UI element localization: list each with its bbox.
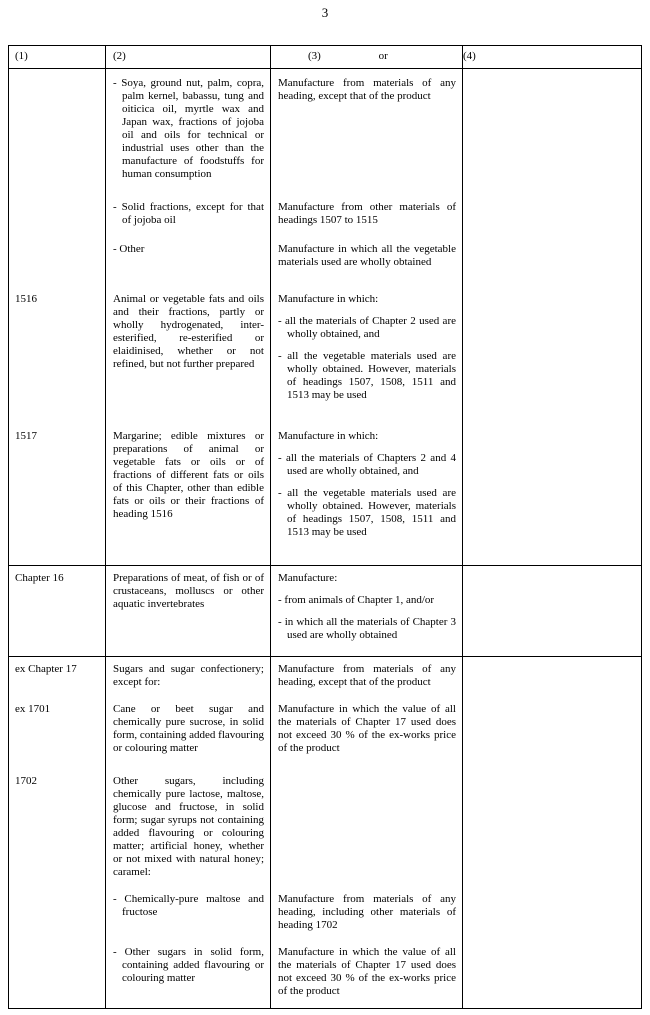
table-row [9,657,642,690]
origin-rules-table [8,45,642,1009]
table-header-row [9,46,642,69]
table-row [9,755,642,879]
table-row [9,69,642,182]
description-paragraph: Sugars and sugar confectionery; except for: [113,663,264,688]
remarks-cell [463,269,642,402]
description-paragraph: Other sugars, including chemically pure lactose, maltose, glucose and fructose, in solid form; sugar syrups not containing added flavouring or colouring matter; artificial honey, whether or not mixed with natural honey; caramel: [113,775,264,878]
rule-paragraph: - all the vegetable materials used are wholly obtained. However, materials of headings 1507, 1508, 1511 and 1513 may be used [278,350,456,401]
rule-paragraph: - all the materials of Chapter 2 used are wholly obtained, and [278,315,456,340]
description-paragraph: - Solid fractions, except for that of jojoba oil [113,201,264,226]
description-cell [106,402,271,566]
rule-paragraph: Manufacture from materials of any heading, except that of the product [278,77,456,102]
description-cell [106,566,271,657]
description-cell [106,879,271,932]
rule-paragraph: - in which all the materials of Chapter 3 used are wholly obtained [278,616,456,641]
column-header-3 [271,46,463,69]
table-row [9,879,642,932]
rule-cell [271,879,463,932]
heading-cell: Chapter 16 [9,566,106,657]
rule-paragraph: Manufacture in which: [278,430,379,442]
description-paragraph: - Chemically-pure maltose and fructose [113,893,264,918]
table-row [9,932,642,1009]
rule-cell [271,755,463,879]
rule-cell [271,402,463,566]
rule-cell [271,932,463,1009]
rule-paragraph: Manufacture in which: [278,293,379,305]
rule-paragraph: - from animals of Chapter 1, and/or [278,594,435,606]
rule-paragraph: Manufacture from materials of any heading, including other materials of heading 1702 [278,893,456,931]
heading-cell: 1702 [9,755,106,879]
column-header-3-label: (3) [308,50,321,62]
remarks-cell [463,689,642,755]
heading-cell [9,69,106,182]
description-paragraph: - Soya, ground nut, palm, copra, palm kernel, babassu, tung and oiticica oil, myrtle wax and Japan wax, fractions of jojoba oil and oils for technical or industrial uses other than the manufacture of foodstuffs for human consumption [113,77,264,180]
remarks-cell [463,755,642,879]
heading-cell: 1516 [9,269,106,402]
table-row [9,181,642,227]
heading-cell: 1517 [9,402,106,566]
rule-paragraph: Manufacture in which all the vegetable materials used are wholly obtained [278,243,456,268]
rule-paragraph: Manufacture in which the value of all the materials of Chapter 17 used does not exceed 30 % of the ex-works price of the product [278,703,456,754]
description-paragraph: Margarine; edible mixtures or preparations of animal or vegetable fats or oils or of fractions of different fats or oils of this Chapter, other than edible fats or oils or their fractions of heading 1516 [113,430,264,520]
remarks-cell [463,566,642,657]
remarks-cell [463,402,642,566]
description-cell [106,269,271,402]
remarks-cell [463,227,642,269]
rule-paragraph: Manufacture from other materials of headings 1507 to 1515 [278,201,456,226]
rule-paragraph: - all the materials of Chapters 2 and 4 used are wholly obtained, and [278,452,456,477]
table-row [9,689,642,755]
description-cell [106,932,271,1009]
description-paragraph: Preparations of meat, of fish or of crustaceans, molluscs or other aquatic invertebrates [113,572,264,610]
description-cell [106,689,271,755]
page-number: 3 [321,5,329,20]
description-cell [106,755,271,879]
rule-paragraph: Manufacture in which the value of all the materials of Chapter 17 used does not exceed 30 % of the ex-works price of the product [278,946,456,997]
heading-cell [9,932,106,1009]
remarks-cell [463,69,642,182]
description-paragraph: - Other sugars in solid form, containing added flavouring or colouring matter [113,946,264,984]
column-header-2: (2) [106,46,271,69]
remarks-cell [463,879,642,932]
table-row [9,402,642,566]
remarks-cell [463,932,642,1009]
description-cell [106,227,271,269]
heading-cell: ex Chapter 17 [9,657,106,690]
heading-cell [9,227,106,269]
description-cell [106,657,271,690]
rule-cell [271,227,463,269]
column-header-4: (4) [463,46,642,69]
rule-cell [271,181,463,227]
table-row [9,269,642,402]
rule-cell [271,566,463,657]
rule-cell [271,269,463,402]
heading-cell: ex 1701 [9,689,106,755]
remarks-cell [463,181,642,227]
rule-cell [271,69,463,182]
rule-paragraph: - all the vegetable materials used are wholly obtained. However, materials of headings 1507, 1508, 1511 and 1513 may be used [278,487,456,538]
heading-cell [9,181,106,227]
description-paragraph: - Other [113,243,145,255]
description-paragraph: Animal or vegetable fats and oils and their fractions, partly or wholly hydrogenated, inter-esterified, re-esterified or elaidinised, whether or not refined, but not further prepared [113,293,264,370]
rule-cell [271,657,463,690]
description-cell [106,181,271,227]
table-row [9,566,642,657]
rule-paragraph: Manufacture from materials of any heading, except that of the product [278,663,456,688]
column-header-1: (1) [9,46,106,69]
rule-paragraph: Manufacture: [278,572,338,584]
description-cell [106,69,271,182]
heading-cell [9,879,106,932]
remarks-cell [463,657,642,690]
column-header-or-label: or [378,50,388,62]
description-paragraph: Cane or beet sugar and chemically pure sucrose, in solid form, containing added flavouring or colouring matter [113,703,264,754]
rule-cell [271,689,463,755]
table-row [9,227,642,269]
